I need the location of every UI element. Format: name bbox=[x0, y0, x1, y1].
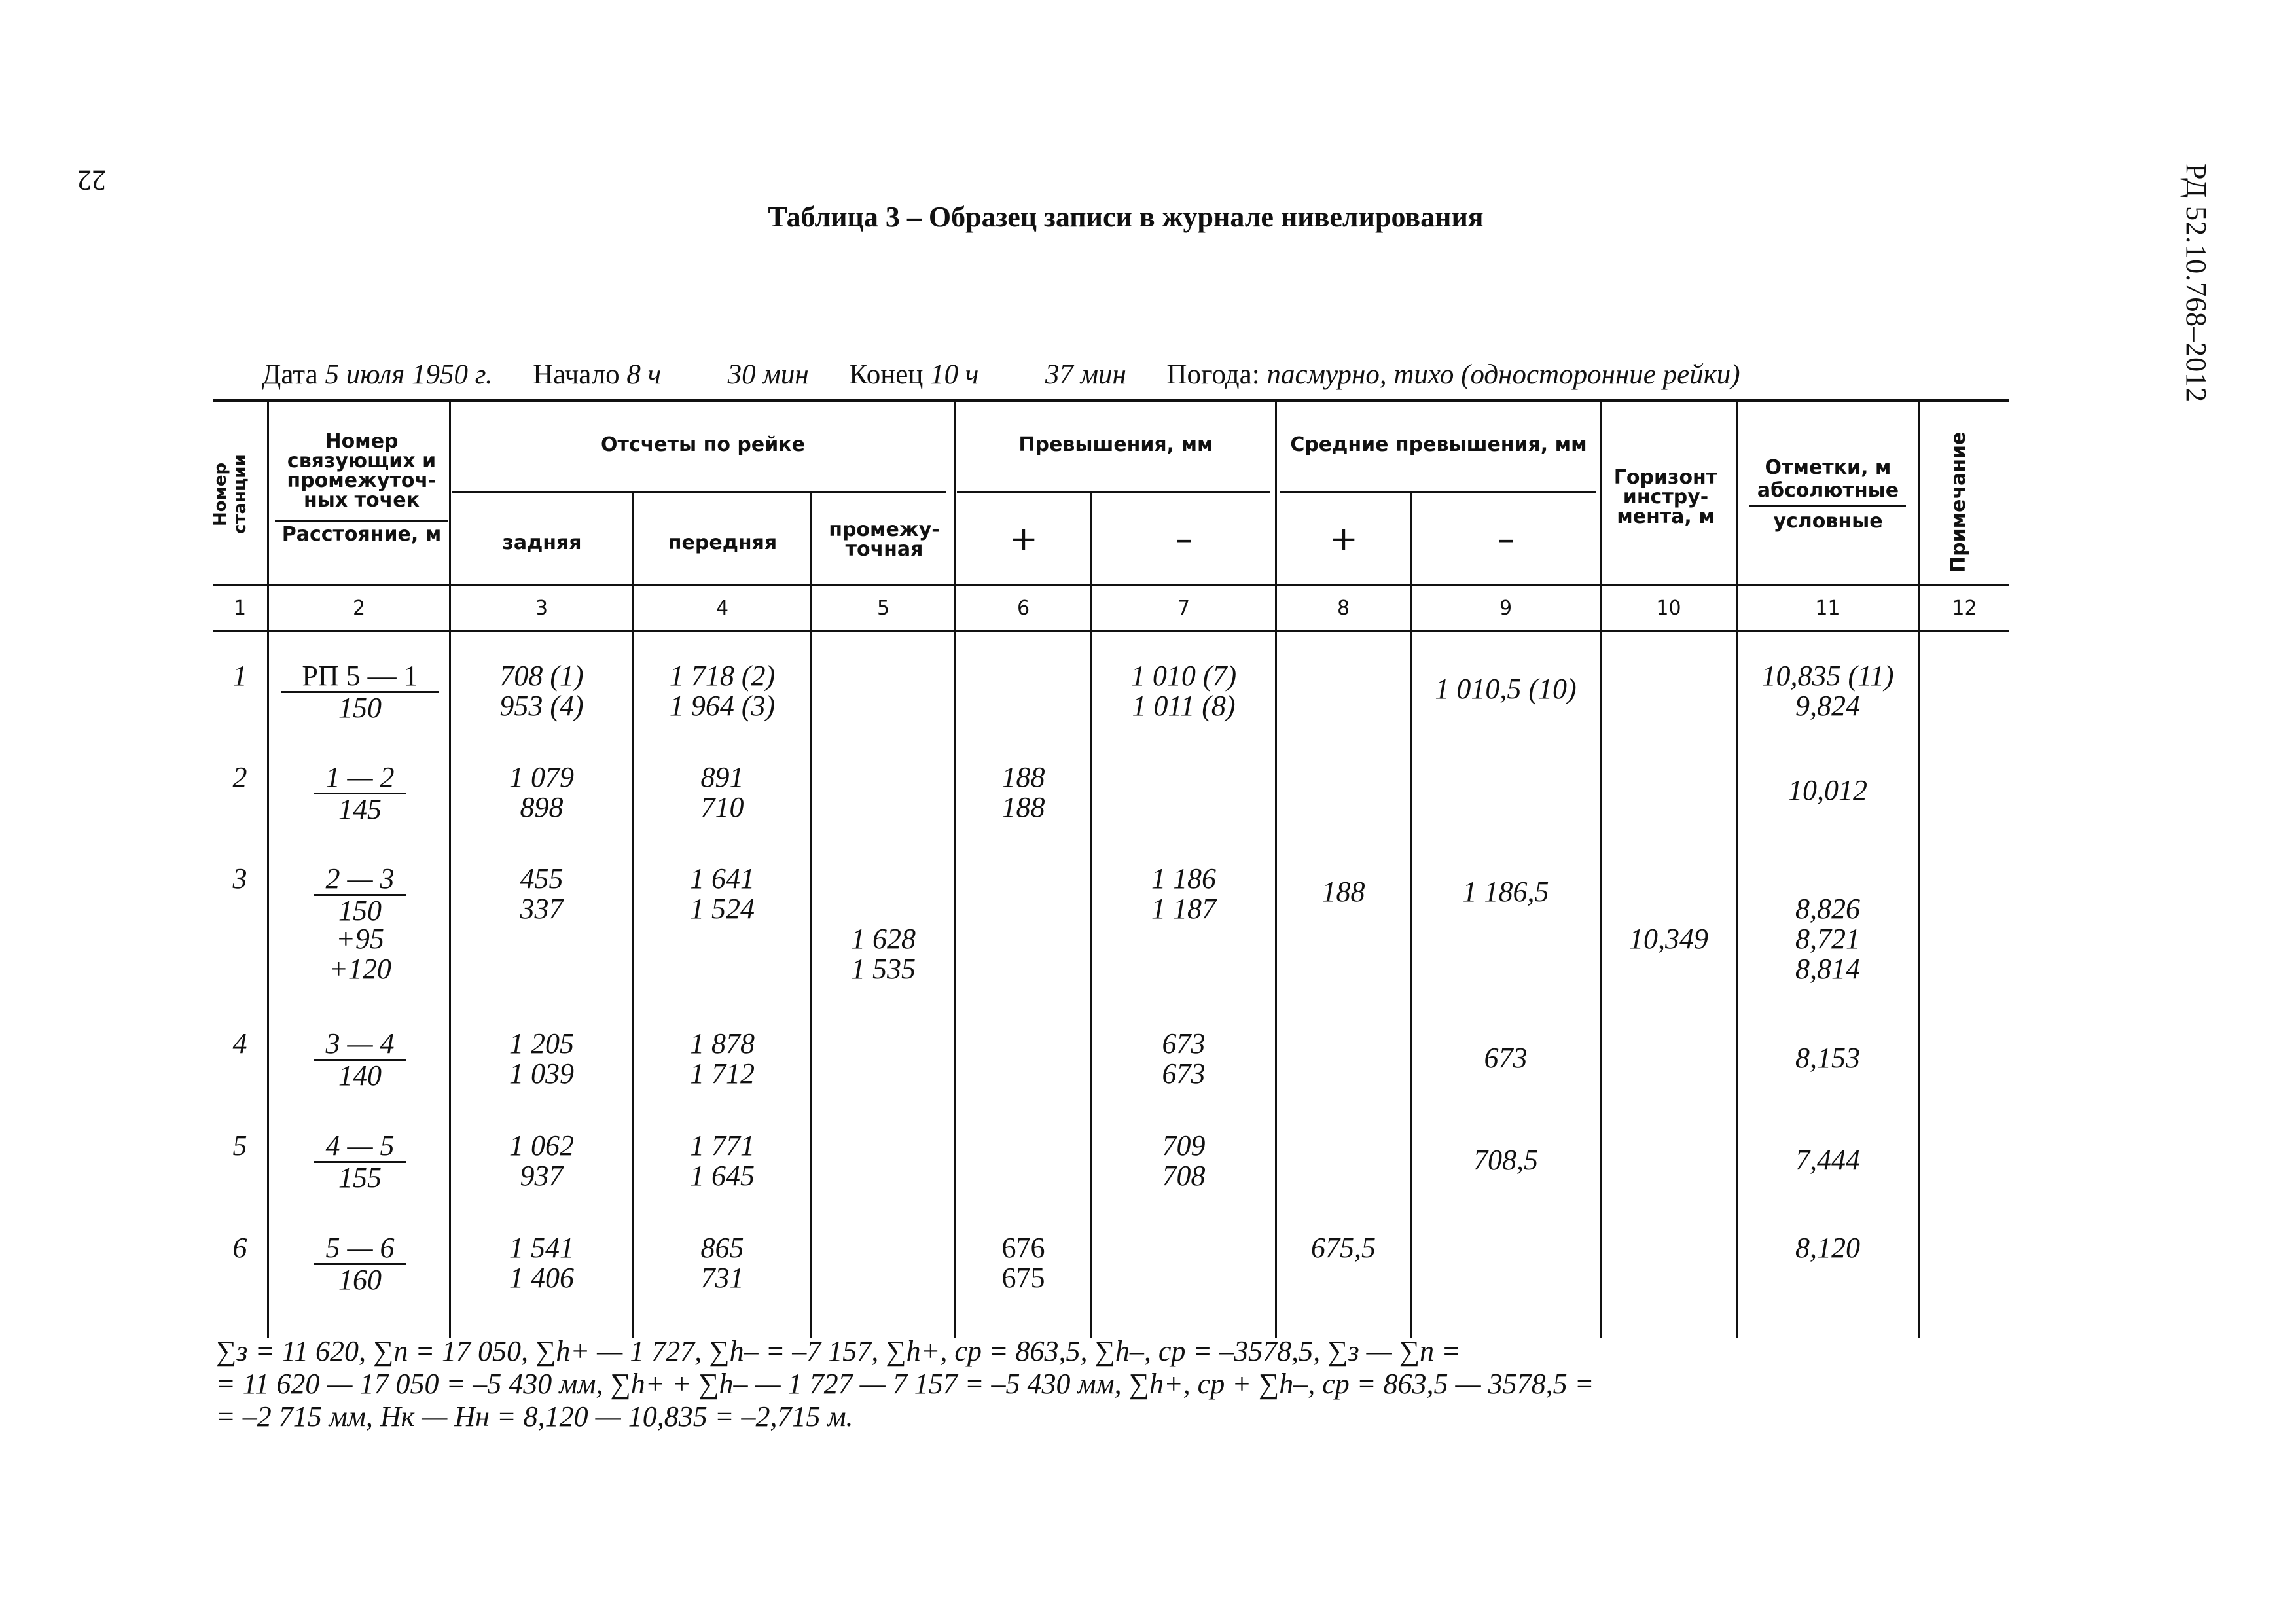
row-minus: 673 673 bbox=[1162, 1027, 1206, 1090]
row-horizon: 10,349 bbox=[1629, 923, 1708, 955]
end-label: Конец bbox=[849, 359, 924, 390]
header-distance: Расстояние, м bbox=[281, 523, 442, 546]
row-intermediate: 1 628 1 535 bbox=[851, 923, 916, 985]
summary-line-2: = 11 620 — 17 050 = –5 430 мм, ∑h+ + ∑h– — 1 727 — 7 157 = –5 430 мм, ∑h+, ср + ∑h–, ср = 863,5 — 3578,5 = bbox=[216, 1368, 1594, 1400]
colnum-11: 11 bbox=[1815, 597, 1840, 620]
colnum-6: 6 bbox=[1016, 597, 1030, 620]
header-marks-conditional: условные bbox=[1773, 510, 1883, 533]
date-value: 5 июля 1950 г. bbox=[325, 359, 493, 390]
header-points: Номер связующих и промежуточ-ных точек bbox=[287, 430, 437, 512]
row-points: 4 — 5 bbox=[325, 1130, 395, 1162]
header-front: передняя bbox=[668, 531, 778, 554]
header-marks-absolute: абсолютные bbox=[1757, 479, 1899, 502]
subheader-rule-rises bbox=[957, 491, 1270, 493]
row-plus: 676 675 bbox=[1001, 1232, 1045, 1294]
row-back: 1 541 1 406 bbox=[509, 1232, 574, 1294]
row-distance: 140 bbox=[314, 1059, 406, 1091]
row-points: 3 — 4 bbox=[325, 1027, 395, 1060]
header-avg-plus: + bbox=[1329, 520, 1358, 559]
row-points-distance bbox=[314, 762, 406, 825]
summary-formulas bbox=[216, 1335, 1594, 1433]
row-distance: 145 bbox=[314, 793, 406, 825]
header-plus: + bbox=[1009, 520, 1038, 559]
column-rule-5 bbox=[954, 402, 956, 1338]
row-plus: 188 188 bbox=[1001, 761, 1045, 823]
row-points: 1 — 2 bbox=[325, 761, 395, 793]
header-bottom-rule bbox=[213, 584, 2009, 586]
row-avg-plus: 675,5 bbox=[1311, 1232, 1376, 1264]
row-points: 2 — 3 bbox=[325, 863, 395, 895]
row-station: 6 bbox=[232, 1232, 247, 1264]
row-back: 708 (1) 953 (4) bbox=[499, 660, 584, 722]
points-distance-rule bbox=[275, 520, 448, 522]
row-back: 1 079 898 bbox=[509, 761, 574, 823]
start-hour: 8 ч bbox=[626, 359, 662, 390]
end-hour: 10 ч bbox=[930, 359, 979, 390]
row-points-distance bbox=[281, 661, 439, 723]
row-points-distance bbox=[314, 864, 406, 926]
colnum-4: 4 bbox=[715, 597, 729, 620]
column-rule-9 bbox=[1600, 402, 1602, 1338]
row-back: 1 205 1 039 bbox=[509, 1027, 574, 1090]
row-front: 1 641 1 524 bbox=[690, 863, 755, 925]
row-minus: 1 010 (7) 1 011 (8) bbox=[1130, 660, 1237, 722]
row-marks: 7,444 bbox=[1795, 1144, 1860, 1176]
row-points: РП 5 — 1 bbox=[302, 660, 418, 692]
table-top-rule bbox=[213, 399, 2009, 402]
row-minus: 1 186 1 187 bbox=[1151, 863, 1216, 925]
start-label: Начало bbox=[533, 359, 620, 390]
header-minus: – bbox=[1175, 520, 1193, 559]
column-rule-11 bbox=[1918, 402, 1920, 1338]
column-rule-10 bbox=[1736, 402, 1738, 1338]
row-points-distance bbox=[314, 1131, 406, 1193]
document-code: РД 52.10.768–2012 bbox=[2180, 164, 2212, 403]
header-station: Номер станции bbox=[211, 454, 250, 534]
colnum-2: 2 bbox=[352, 597, 366, 620]
colnum-7: 7 bbox=[1177, 597, 1191, 620]
row-station: 4 bbox=[232, 1027, 247, 1060]
weather-label: Погода: bbox=[1166, 359, 1260, 390]
row-avg-minus: 1 010,5 (10) bbox=[1435, 673, 1577, 705]
row-front: 1 718 (2) 1 964 (3) bbox=[669, 660, 776, 722]
row-marks: 8,120 bbox=[1795, 1232, 1860, 1264]
subheader-rule-avg bbox=[1280, 491, 1596, 493]
weather-value: пасмурно, тихо (односторонние рейки) bbox=[1266, 359, 1740, 390]
summary-line-1: ∑з = 11 620, ∑п = 17 050, ∑h+ — 1 727, ∑h– = –7 157, ∑h+, ср = 863,5, ∑h–, ср = –3578,5, ∑з — ∑п = bbox=[216, 1335, 1461, 1367]
header-horizon: Горизонт инстру-мента, м bbox=[1613, 466, 1718, 528]
row-minus: 709 708 bbox=[1162, 1130, 1206, 1192]
column-rule-1 bbox=[267, 402, 269, 1338]
row-avg-plus: 188 bbox=[1321, 876, 1365, 908]
header-intermediate: промежу-точная bbox=[829, 518, 940, 561]
row-back: 455 337 bbox=[520, 863, 564, 925]
date-label: Дата bbox=[262, 359, 318, 390]
row-station: 1 bbox=[232, 660, 247, 692]
colnum-10: 10 bbox=[1656, 597, 1681, 620]
row-station: 3 bbox=[232, 863, 247, 895]
row-front: 891 710 bbox=[700, 761, 744, 823]
row-back: 1 062 937 bbox=[509, 1130, 574, 1192]
row-front: 865 731 bbox=[700, 1232, 744, 1294]
row-extra-points: +95 +120 bbox=[329, 923, 391, 985]
header-note: Примечание bbox=[1947, 431, 1970, 573]
start-minutes: 30 мин bbox=[727, 359, 809, 390]
row-marks: 8,826 8,721 8,814 bbox=[1795, 893, 1860, 985]
header-avg-rises: Средние превышения, мм bbox=[1290, 433, 1587, 456]
row-avg-minus: 673 bbox=[1484, 1042, 1528, 1074]
journal-header-line bbox=[262, 359, 1740, 391]
colnum-1: 1 bbox=[233, 597, 247, 620]
row-avg-minus: 708,5 bbox=[1473, 1144, 1538, 1176]
colnum-3: 3 bbox=[535, 597, 548, 620]
header-rises: Превышения, мм bbox=[1018, 433, 1213, 456]
page-number: 22 bbox=[77, 164, 106, 196]
row-marks: 8,153 bbox=[1795, 1042, 1860, 1074]
table-title: Таблица 3 – Образец записи в журнале нивелирования bbox=[768, 201, 1484, 233]
row-station: 5 bbox=[232, 1130, 247, 1162]
row-points-distance bbox=[314, 1233, 406, 1295]
colnum-5: 5 bbox=[876, 597, 890, 620]
row-front: 1 771 1 645 bbox=[690, 1130, 755, 1192]
row-front: 1 878 1 712 bbox=[690, 1027, 755, 1090]
numbers-bottom-rule bbox=[213, 630, 2009, 632]
header-marks: Отметки, м bbox=[1765, 456, 1892, 479]
row-station: 2 bbox=[232, 761, 247, 793]
header-avg-minus: – bbox=[1498, 520, 1515, 559]
row-distance: 155 bbox=[314, 1161, 406, 1193]
row-distance: 160 bbox=[314, 1263, 406, 1295]
header-back: задняя bbox=[502, 531, 582, 554]
colnum-9: 9 bbox=[1499, 597, 1513, 620]
row-distance: 150 bbox=[281, 691, 439, 723]
row-avg-minus: 1 186,5 bbox=[1462, 876, 1549, 908]
subheader-rule-readings bbox=[452, 491, 946, 493]
row-marks: 10,835 (11) 9,824 bbox=[1761, 660, 1894, 722]
column-rule-7 bbox=[1275, 402, 1277, 1338]
row-distance: 150 bbox=[314, 894, 406, 926]
marks-subheader-rule bbox=[1749, 505, 1906, 507]
colnum-8: 8 bbox=[1336, 597, 1350, 620]
colnum-12: 12 bbox=[1952, 597, 1977, 620]
end-minutes: 37 мин bbox=[1045, 359, 1126, 390]
header-readings: Отсчеты по рейке bbox=[601, 433, 805, 456]
summary-line-3: = –2 715 мм, Hк — Hн = 8,120 — 10,835 = –2,715 м. bbox=[216, 1400, 853, 1433]
row-marks: 10,012 bbox=[1788, 774, 1867, 806]
row-points-distance bbox=[314, 1029, 406, 1091]
row-points: 5 — 6 bbox=[325, 1232, 395, 1264]
